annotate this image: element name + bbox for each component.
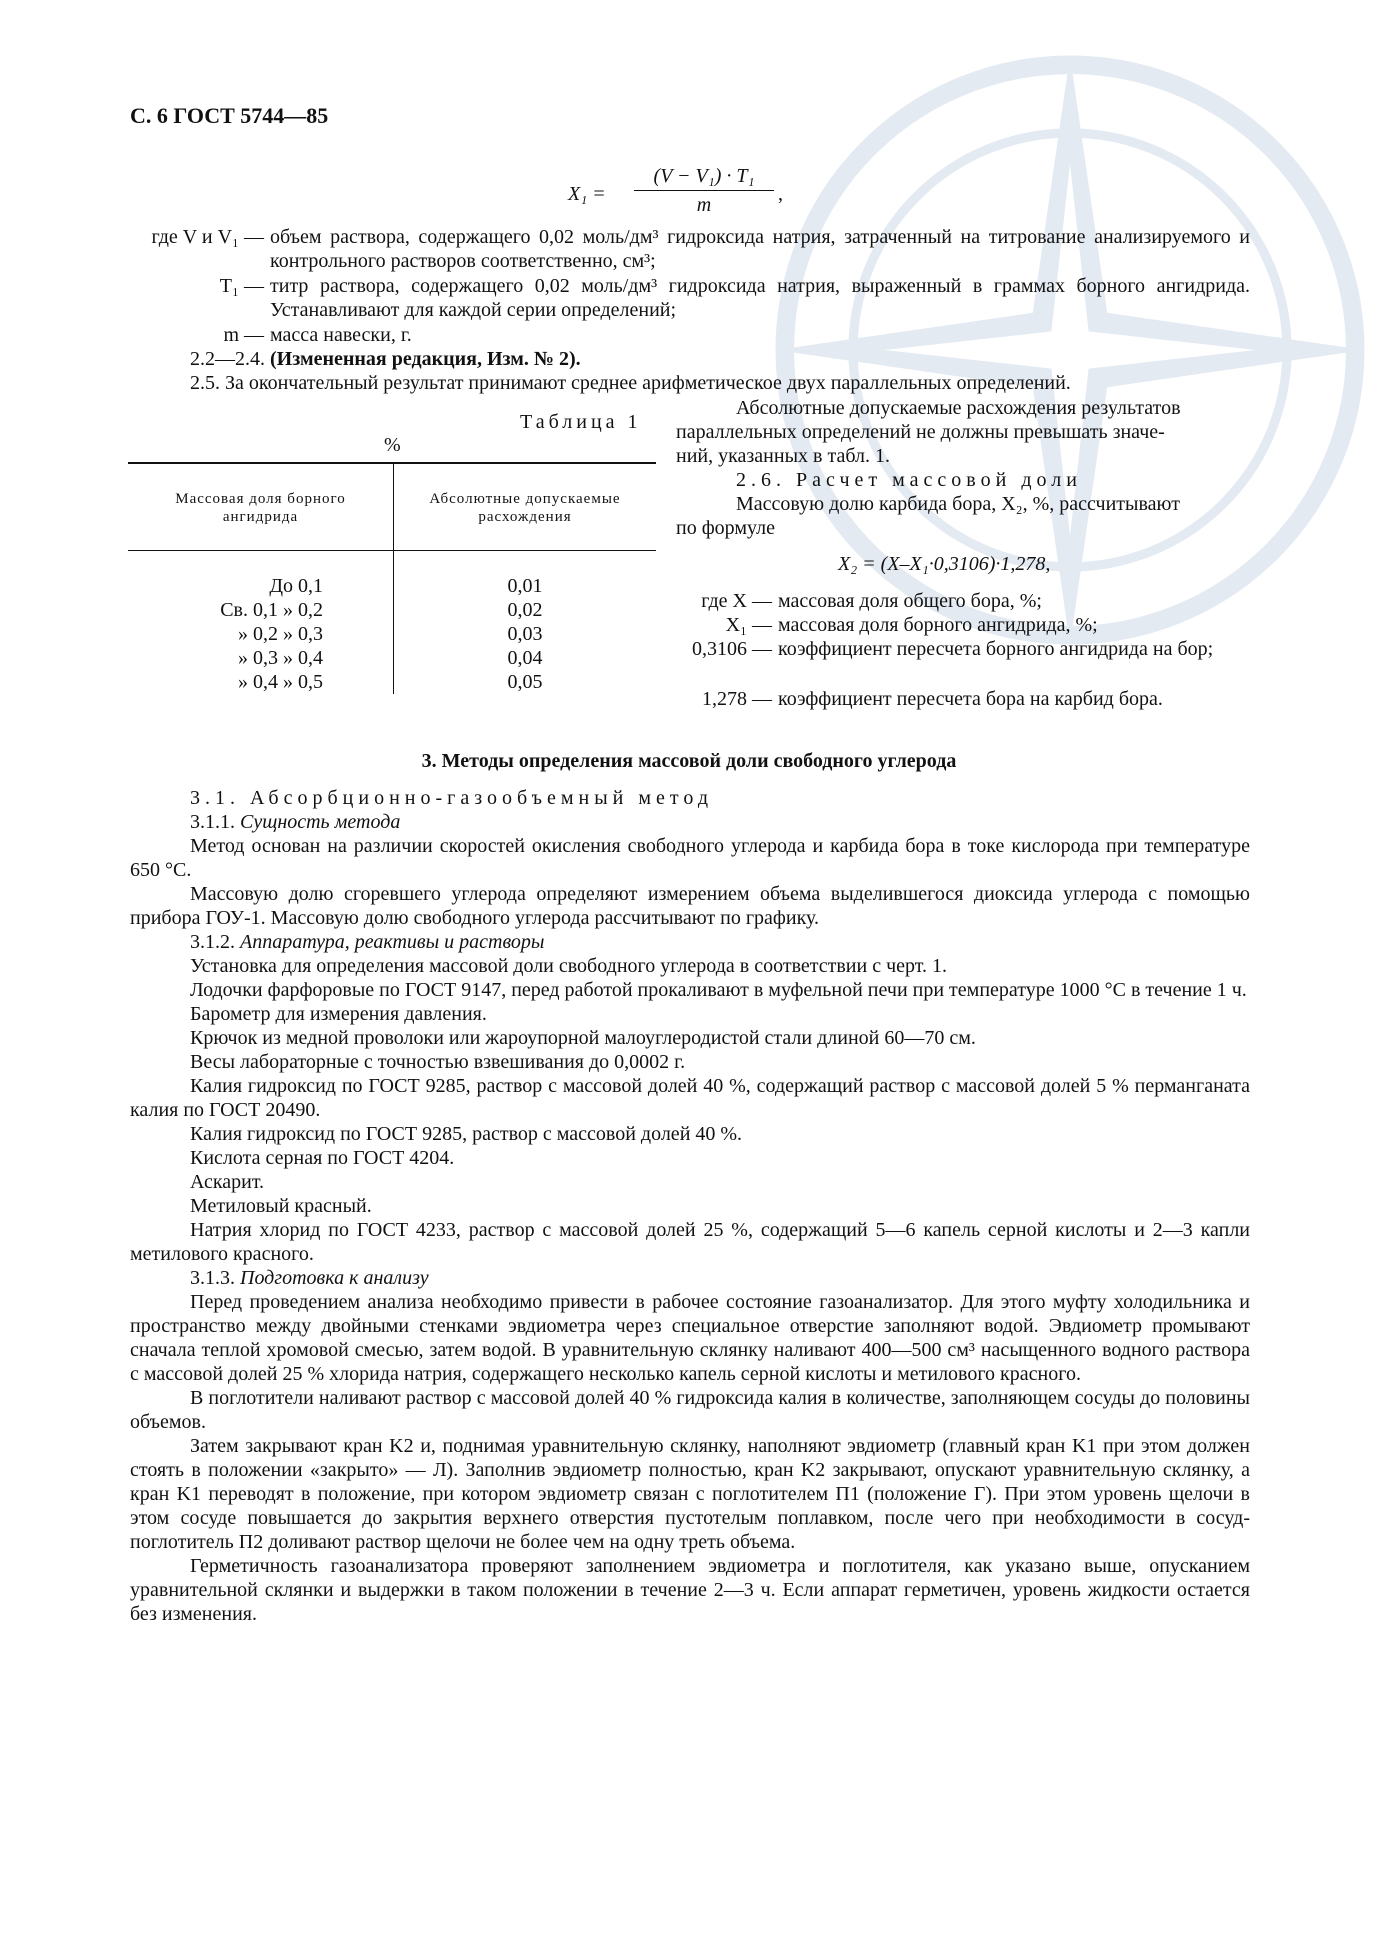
subsection-title: Сущность метода bbox=[240, 811, 401, 833]
table-unit: % bbox=[384, 434, 401, 456]
text-line: параллельных определений не должны превышать значе- bbox=[676, 421, 1165, 443]
definition-term: X₁ — bbox=[725, 614, 772, 636]
paragraph-2-5-continued bbox=[676, 396, 1250, 468]
text-line: Массовую долю карбида бора, X₂, %, рассчитывают bbox=[736, 493, 1180, 515]
header-line: Массовая доля борного bbox=[175, 491, 346, 507]
table-cell-value: 0,04 bbox=[507, 647, 543, 669]
subsection-3-1-2 bbox=[130, 930, 1250, 954]
definition-x bbox=[676, 589, 1256, 613]
definition-m bbox=[130, 323, 1250, 347]
definition-desc: массовая доля борного ангидрида, %; bbox=[778, 614, 1098, 636]
paragraph: Массовую долю сгоревшего углерода определяют измерением объема выделившегося диоксида углерода с помощью прибора ГОУ-1. Массовую долю свободного углерода рассчитывают по графику. bbox=[130, 883, 1250, 929]
paragraph-2-2 bbox=[190, 347, 1250, 371]
table-cell-value: 0,03 bbox=[507, 623, 543, 645]
subsection-number: 3.1.2. bbox=[190, 931, 235, 953]
formula-x2: X₂ = (X–X₁·0,3106)·1,278, bbox=[838, 553, 1051, 575]
paragraph-2-6 bbox=[676, 492, 1250, 540]
apparatus-item: Метиловый красный. bbox=[190, 1195, 372, 1217]
apparatus-item: Установка для определения массовой доли свободного углерода в соответствии с черт. 1. bbox=[190, 955, 948, 977]
formula-numerator: (V − V₁) · T₁ bbox=[634, 164, 774, 191]
formula-fraction bbox=[634, 164, 774, 217]
definition-t1 bbox=[130, 274, 1250, 322]
prep-paragraph: Герметичность газоанализатора проверяют заполнением эвдиометра и поглотителя, как указано выше, опусканием уравнительной склянки и выдержки в таком положении в течение 2—3 ч. Если аппарат герметичен, уровень жидкости остается без изменения. bbox=[130, 1555, 1250, 1625]
section-3-body bbox=[130, 786, 1250, 1626]
definition-coef-1 bbox=[676, 637, 1256, 685]
table-cell-value: 0,02 bbox=[507, 599, 543, 621]
text-line: по формуле bbox=[676, 517, 775, 539]
subsection-title: Аппаратура, реактивы и растворы bbox=[240, 931, 545, 953]
table-header-discrepancy bbox=[394, 490, 656, 526]
subsection-number: 3.1.1. bbox=[190, 811, 235, 833]
apparatus-item: Кислота серная по ГОСТ 4204. bbox=[190, 1147, 455, 1169]
definition-desc: коэффициент пересчета борного ангидрида на бор; bbox=[778, 638, 1214, 660]
paragraph-number: 2.2—2.4. bbox=[190, 348, 265, 370]
definition-desc: массовая доля общего бора, %; bbox=[778, 590, 1042, 612]
subsection-3-1-3 bbox=[130, 1266, 1250, 1290]
apparatus-item: Весы лабораторные с точностью взвешивания до 0,0002 г. bbox=[190, 1051, 686, 1073]
table-rule-header bbox=[128, 550, 656, 551]
definition-coef-2 bbox=[676, 687, 1256, 711]
definition-desc: коэффициент пересчета бора на карбид бора. bbox=[778, 688, 1163, 710]
table-rule-top bbox=[128, 462, 656, 464]
formula-denominator: m bbox=[696, 194, 712, 216]
table-cell-value: 0,01 bbox=[507, 575, 543, 597]
section-3-title: 3. Методы определения массовой доли свободного углерода bbox=[421, 750, 957, 772]
apparatus-item: Аскарит. bbox=[190, 1171, 265, 1193]
prep-paragraph: Перед проведением анализа необходимо привести в рабочее состояние газоанализатор. Для этого муфту холодильника и пространство между двойными стенками эвдиометра через специальное отверстие заполняют водой. Эвдиометр промывают сначала теплой хромовой смесью, затем водой. В уравнительную склянку наливают 400—500 см³ насыщенного водного раствора с массовой долей 25 % хлорида натрия, содержащего несколько капель серной кислоты и метилового красного. bbox=[130, 1291, 1250, 1385]
apparatus-item: Натрия хлорид по ГОСТ 4233, раствор с массовой долей 25 %, содержащий 5—6 капель серной кислоты и 2—3 капли метилового красного. bbox=[130, 1219, 1250, 1265]
paragraph-2-6-title: 2.6. Расчет массовой доли bbox=[736, 469, 1082, 491]
text-line: Абсолютные допускаемые расхождения результатов bbox=[736, 397, 1181, 419]
text-line: ний, указанных в табл. 1. bbox=[676, 445, 890, 467]
definition-term: где X — bbox=[701, 590, 772, 612]
subsection-3-1: 3.1. Абсорбционно-газообъемный метод bbox=[190, 787, 713, 809]
definition-desc: масса навески, г. bbox=[270, 324, 412, 346]
table-cell-range: Св. 0,1 » 0,2 bbox=[220, 599, 323, 621]
definition-term: 0,3106 — bbox=[692, 638, 772, 660]
definition-term: где V и V₁ — bbox=[151, 226, 264, 248]
definition-desc: объем раствора, содержащего 0,02 моль/дм³ гидроксида натрия, затраченный на титрование анализируемого и контрольного растворов соответственно, см³; bbox=[270, 226, 1250, 272]
subsection-title: Подготовка к анализу bbox=[240, 1267, 429, 1289]
definition-x1 bbox=[676, 613, 1256, 637]
definition-term: T₁ — bbox=[219, 275, 264, 297]
paragraph: Метод основан на различии скоростей окисления свободного углерода и карбида бора в токе кислорода при температуре 650 °С. bbox=[130, 835, 1250, 881]
table-cell-range: » 0,3 » 0,4 bbox=[238, 647, 323, 669]
formula-tail: , bbox=[778, 183, 783, 205]
table-header-mass-fraction bbox=[128, 490, 393, 526]
header-line: ангидрида bbox=[222, 509, 299, 525]
amendment-note: (Измененная редакция, Изм. № 2). bbox=[270, 348, 581, 370]
prep-paragraph: Затем закрывают кран K2 и, поднимая уравнительную склянку, наполняют эвдиометр (главный кран K1 при этом должен стоять в положении «закрыто» — Л). Заполнив эвдиометр полностью, кран K2 закрывают, опускают уравнительную склянку, а кран K1 переводят в положение, при котором эвдиометр связан с поглотителем П1 (положение Г). При этом уровень щелочи в этом сосуде повышается до закрытия верхнего отверстия пустотелым поплавком, после чего при необходимости в сосуд-поглотитель П2 доливают раствор щелочи не более чем на одну треть объема. bbox=[130, 1435, 1250, 1553]
formula-x1 bbox=[568, 162, 828, 222]
header-line: расхождения bbox=[478, 509, 572, 525]
apparatus-item: Барометр для измерения давления. bbox=[190, 1003, 487, 1025]
page-header: С. 6 ГОСТ 5744—85 bbox=[130, 103, 329, 128]
formula-lhs: X₁ = bbox=[568, 183, 606, 205]
table-title: Таблица 1 bbox=[520, 411, 642, 433]
subsection-3-1-1 bbox=[130, 810, 1250, 834]
prep-paragraph: В поглотители наливают раствор с массовой долей 40 % гидроксида калия в количестве, заполняющем сосуды до половины объемов. bbox=[130, 1387, 1250, 1433]
apparatus-item: Лодочки фарфоровые по ГОСТ 9147, перед работой прокаливают в муфельной печи при температуре 1000 °С в течение 1 ч. bbox=[190, 979, 1247, 1001]
table-cell-range: » 0,4 » 0,5 bbox=[238, 671, 323, 693]
header-line: Абсолютные допускаемые bbox=[429, 491, 621, 507]
apparatus-item: Калия гидроксид по ГОСТ 9285, раствор с массовой долей 40 %, содержащий раствор с массовой долей 5 % перманганата калия по ГОСТ 20490. bbox=[130, 1075, 1250, 1121]
table-cell-value: 0,05 bbox=[507, 671, 543, 693]
definition-desc: титр раствора, содержащего 0,02 моль/дм³ гидроксида натрия, выраженный в граммах борного ангидрида. Устанавливают для каждой серии определений; bbox=[270, 275, 1250, 321]
subsection-number: 3.1.3. bbox=[190, 1267, 235, 1289]
table-cell-range: » 0,2 » 0,3 bbox=[238, 623, 323, 645]
apparatus-item: Калия гидроксид по ГОСТ 9285, раствор с массовой долей 40 %. bbox=[190, 1123, 743, 1145]
definition-term: m — bbox=[223, 324, 264, 346]
definition-term: 1,278 — bbox=[702, 688, 772, 710]
paragraph-2-5: 2.5. За окончательный результат принимают среднее арифметическое двух параллельных определений. bbox=[190, 372, 1071, 394]
table-cell-range: До 0,1 bbox=[269, 575, 323, 597]
apparatus-item: Крючок из медной проволоки или жароупорной малоуглеродистой стали длиной 60—70 см. bbox=[190, 1027, 976, 1049]
table-1 bbox=[128, 462, 656, 694]
definition-v bbox=[130, 225, 1250, 273]
